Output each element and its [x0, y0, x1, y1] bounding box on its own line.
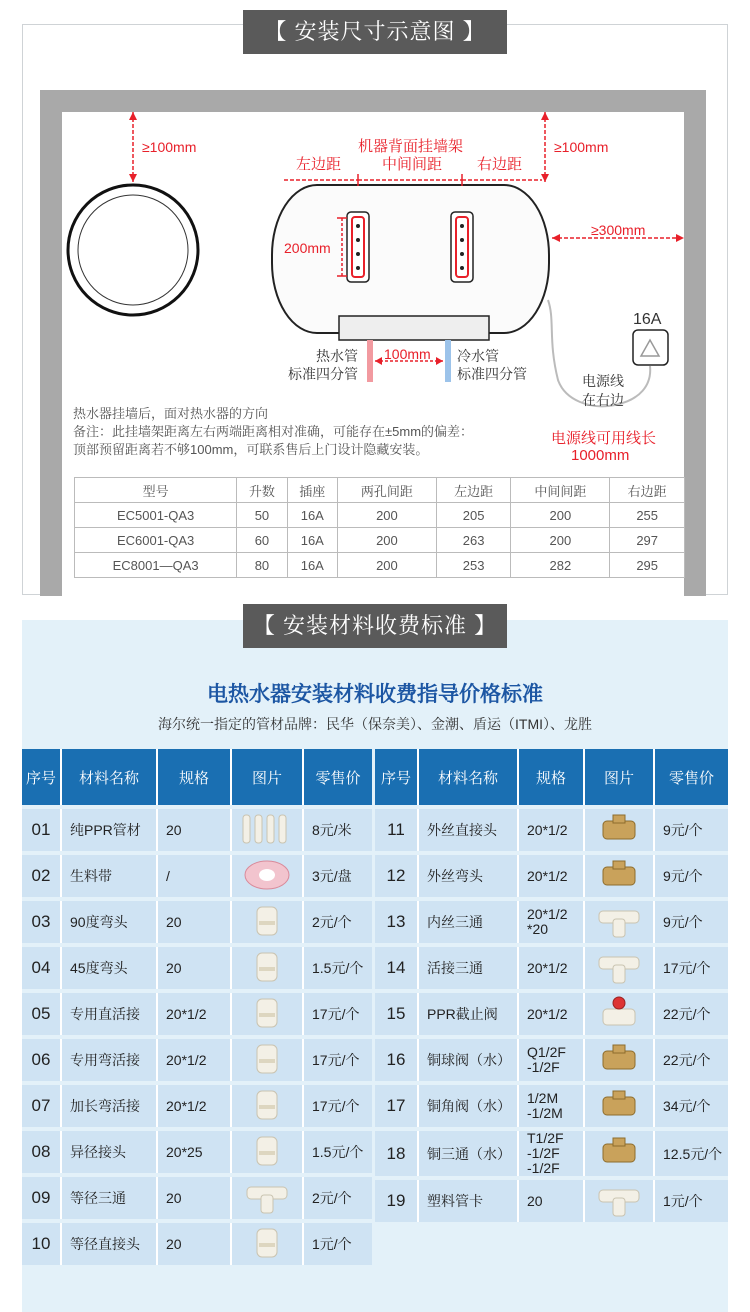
- material-price: 1元/个: [655, 1180, 728, 1222]
- material-table-right: [375, 745, 728, 1226]
- material-price: 3元/盘: [304, 855, 372, 897]
- material-price: 34元/个: [655, 1085, 728, 1127]
- col-price: 零售价: [655, 749, 728, 805]
- material-name: 等径直接头: [62, 1223, 158, 1265]
- material-name: 生料带: [62, 855, 158, 897]
- spec-cell: 295: [610, 553, 685, 578]
- row-number: 15: [375, 993, 419, 1035]
- spec-cell: 200: [511, 528, 610, 553]
- row-number: 14: [375, 947, 419, 989]
- bracket-label: 机器背面挂墙架: [358, 138, 464, 155]
- socket-label: 16A: [633, 311, 662, 328]
- material-header-row: [22, 749, 372, 805]
- col-name: 材料名称: [62, 749, 158, 805]
- material-table-left: [22, 745, 372, 1269]
- female-tee-icon: [585, 901, 655, 943]
- spec-cell: 200: [511, 503, 610, 528]
- cold-pipe-std: 标准四分管: [457, 366, 527, 382]
- col-pic: 图片: [585, 749, 655, 805]
- cable-label-2: 在右边: [582, 392, 624, 408]
- spec-cell: 263: [436, 528, 511, 553]
- material-row: [22, 809, 372, 851]
- material-price: 17元/个: [304, 1039, 372, 1081]
- material-spec: 20: [158, 1223, 232, 1265]
- material-row: [375, 1131, 728, 1176]
- material-price: 2元/个: [304, 1177, 372, 1219]
- top-right-clearance: ≥100mm: [554, 139, 609, 155]
- material-name: 90度弯头: [62, 901, 158, 943]
- row-number: 01: [22, 809, 62, 851]
- brass-tee-icon: [585, 1131, 655, 1176]
- material-spec: 20*1/2: [519, 855, 585, 897]
- row-number: 06: [22, 1039, 62, 1081]
- material-spec: 20: [158, 1177, 232, 1219]
- elbow45-icon: [232, 947, 304, 989]
- spec-header: 中间间距: [511, 478, 610, 503]
- material-price: 8元/米: [304, 809, 372, 851]
- material-row: [22, 1223, 372, 1265]
- union-icon: [232, 993, 304, 1035]
- material-price: 22元/个: [655, 1039, 728, 1081]
- material-price: 17元/个: [304, 993, 372, 1035]
- material-price: 17元/个: [655, 947, 728, 989]
- spec-cell: 80: [237, 553, 287, 578]
- row-number: 19: [375, 1180, 419, 1222]
- ball-valve-icon: [585, 1039, 655, 1081]
- reducer-icon: [232, 1131, 304, 1173]
- tee-icon: [232, 1177, 304, 1219]
- hot-pipe-label: 热水管: [316, 348, 358, 364]
- model-spec-table: [74, 477, 685, 578]
- spec-cell: 60: [237, 528, 287, 553]
- row-number: 03: [22, 901, 62, 943]
- bracket-left: [347, 212, 369, 282]
- side-right-clearance: ≥300mm: [591, 222, 646, 238]
- cable-label-1: 电源线: [582, 373, 624, 389]
- cold-pipe: [445, 340, 451, 382]
- material-spec: /: [158, 855, 232, 897]
- material-name: 45度弯头: [62, 947, 158, 989]
- angle-valve-icon: [585, 1085, 655, 1127]
- material-row: [22, 1177, 372, 1219]
- material-row: [375, 1180, 728, 1222]
- cold-pipe-label: 冷水管: [457, 348, 499, 364]
- spec-header: 两孔间距: [337, 478, 436, 503]
- spec-row: [75, 503, 685, 528]
- material-price: 1.5元/个: [304, 947, 372, 989]
- material-name: 外丝弯头: [419, 855, 519, 897]
- spec-header: 插座: [287, 478, 337, 503]
- material-price: 22元/个: [655, 993, 728, 1035]
- section-title-install-size: 【 安装尺寸示意图 】: [243, 10, 507, 54]
- spec-cell: EC5001-QA3: [75, 503, 237, 528]
- row-number: 17: [375, 1085, 419, 1127]
- material-name: 专用直活接: [62, 993, 158, 1035]
- row-number: 12: [375, 855, 419, 897]
- material-row: [22, 1131, 372, 1173]
- material-row: [22, 1085, 372, 1127]
- material-spec: Q1/2F -1/2F: [519, 1039, 585, 1081]
- material-name: 活接三通: [419, 947, 519, 989]
- material-row: [22, 901, 372, 943]
- spec-cell: 16A: [287, 553, 337, 578]
- material-spec: 20*1/2: [158, 1085, 232, 1127]
- material-name: 等径三通: [62, 1177, 158, 1219]
- col-name: 材料名称: [419, 749, 519, 805]
- bracket-height-label: 200mm: [284, 240, 331, 256]
- material-price: 2元/个: [304, 901, 372, 943]
- spec-cell: 200: [337, 528, 436, 553]
- spec-cell: 255: [610, 503, 685, 528]
- material-price: 9元/个: [655, 809, 728, 851]
- elbow-icon: [232, 901, 304, 943]
- row-number: 10: [22, 1223, 62, 1265]
- note-2: 备注：此挂墙架距离左右两端距离相对准确，可能存在±5mm的偏差：: [73, 424, 474, 439]
- col-no: 序号: [375, 749, 419, 805]
- row-number: 13: [375, 901, 419, 943]
- material-name: 塑料管卡: [419, 1180, 519, 1222]
- material-name: 铜三通（水）: [419, 1131, 519, 1176]
- left-span-label: 左边距: [296, 156, 342, 173]
- hot-pipe: [367, 340, 373, 382]
- material-spec: 20*1/2: [158, 993, 232, 1035]
- material-spec: 20: [158, 809, 232, 851]
- material-name: 专用弯活接: [62, 1039, 158, 1081]
- long-union-icon: [232, 1085, 304, 1127]
- material-row: [375, 1039, 728, 1081]
- material-header-row: [375, 749, 728, 805]
- row-number: 08: [22, 1131, 62, 1173]
- stop-valve-icon: [585, 993, 655, 1035]
- material-row: [22, 993, 372, 1035]
- spec-cell: 16A: [287, 528, 337, 553]
- material-spec: T1/2F -1/2F -1/2F: [519, 1131, 585, 1176]
- material-name: 纯PPR管材: [62, 809, 158, 851]
- cable-length-label: 电源线可用线长: [551, 430, 657, 447]
- spec-cell: 50: [237, 503, 287, 528]
- material-name: 内丝三通: [419, 901, 519, 943]
- row-number: 04: [22, 947, 62, 989]
- spec-cell: 200: [337, 553, 436, 578]
- row-number: 18: [375, 1131, 419, 1176]
- material-row: [375, 947, 728, 989]
- material-spec: 20*1/2: [519, 993, 585, 1035]
- heater-side-view: [68, 185, 198, 315]
- material-row: [375, 855, 728, 897]
- pipe-icon: [232, 809, 304, 851]
- row-number: 11: [375, 809, 419, 851]
- mid-span-label: 中间间距: [382, 156, 443, 173]
- material-spec: 20: [158, 901, 232, 943]
- tape-icon: [232, 855, 304, 897]
- note-1: 热水器挂墙后，面对热水器的方向: [73, 406, 269, 421]
- row-number: 07: [22, 1085, 62, 1127]
- top-left-clearance: ≥100mm: [142, 139, 197, 155]
- row-number: 05: [22, 993, 62, 1035]
- material-price: 9元/个: [655, 855, 728, 897]
- material-row: [22, 947, 372, 989]
- material-spec: 20*25: [158, 1131, 232, 1173]
- material-spec: 20: [519, 1180, 585, 1222]
- col-price: 零售价: [304, 749, 372, 805]
- note-3: 顶部预留距离若不够100mm，可联系售后上门设计隐藏安装。: [73, 442, 429, 457]
- material-spec: 20*1/2 *20: [519, 901, 585, 943]
- hot-pipe-std: 标准四分管: [288, 366, 358, 382]
- material-row: [375, 993, 728, 1035]
- bracket-right: [451, 212, 473, 282]
- clip-icon: [585, 1180, 655, 1222]
- male-coupling-icon: [585, 809, 655, 851]
- material-name: 加长弯活接: [62, 1085, 158, 1127]
- spec-cell: 282: [511, 553, 610, 578]
- material-spec: 20*1/2: [519, 947, 585, 989]
- material-name: 异径接头: [62, 1131, 158, 1173]
- cable-length-value: 1000mm: [571, 447, 630, 464]
- material-spec: 20: [158, 947, 232, 989]
- spec-cell: 297: [610, 528, 685, 553]
- spec-header: 型号: [75, 478, 237, 503]
- spec-header: 左边距: [436, 478, 511, 503]
- material-row: [22, 1039, 372, 1081]
- spec-cell: 16A: [287, 503, 337, 528]
- material-price: 17元/个: [304, 1085, 372, 1127]
- col-pic: 图片: [232, 749, 304, 805]
- coupling-icon: [232, 1223, 304, 1265]
- price-heading: 电热水器安装材料收费指导价格标准: [207, 683, 543, 706]
- spec-cell: EC8001—QA3: [75, 553, 237, 578]
- material-row: [22, 855, 372, 897]
- spec-cell: 253: [436, 553, 511, 578]
- col-spec: 规格: [519, 749, 585, 805]
- row-number: 02: [22, 855, 62, 897]
- material-name: 铜角阀（水）: [419, 1085, 519, 1127]
- pipe-gap-label: 100mm: [384, 346, 431, 362]
- male-elbow-icon: [585, 855, 655, 897]
- union-tee-icon: [585, 947, 655, 989]
- row-number: 16: [375, 1039, 419, 1081]
- material-spec: 20*1/2: [158, 1039, 232, 1081]
- spec-header: 升数: [237, 478, 287, 503]
- row-number: 09: [22, 1177, 62, 1219]
- material-spec: 1/2M -1/2M: [519, 1085, 585, 1127]
- material-price: 1.5元/个: [304, 1131, 372, 1173]
- union-elbow-icon: [232, 1039, 304, 1081]
- spec-header: 右边距: [610, 478, 685, 503]
- brand-note: 海尔统一指定的管材品牌：民华（保奈美）、金潮、盾运（ITMI）、龙胜: [158, 716, 592, 732]
- material-price: 1元/个: [304, 1223, 372, 1265]
- spec-row: [75, 553, 685, 578]
- right-span-label: 右边距: [477, 156, 523, 173]
- material-spec: 20*1/2: [519, 809, 585, 851]
- spec-row: [75, 528, 685, 553]
- material-price: 12.5元/个: [655, 1131, 728, 1176]
- col-no: 序号: [22, 749, 62, 805]
- spec-cell: 205: [436, 503, 511, 528]
- section-title-material: 【 安装材料收费标准 】: [243, 604, 507, 648]
- spec-cell: EC6001-QA3: [75, 528, 237, 553]
- material-name: 外丝直接头: [419, 809, 519, 851]
- material-row: [375, 809, 728, 851]
- material-name: 铜球阀（水）: [419, 1039, 519, 1081]
- material-name: PPR截止阀: [419, 993, 519, 1035]
- heater-body: [272, 185, 549, 333]
- col-spec: 规格: [158, 749, 232, 805]
- material-row: [375, 901, 728, 943]
- spec-header-row: [75, 478, 685, 503]
- spec-cell: 200: [337, 503, 436, 528]
- material-row: [375, 1085, 728, 1127]
- material-price: 9元/个: [655, 901, 728, 943]
